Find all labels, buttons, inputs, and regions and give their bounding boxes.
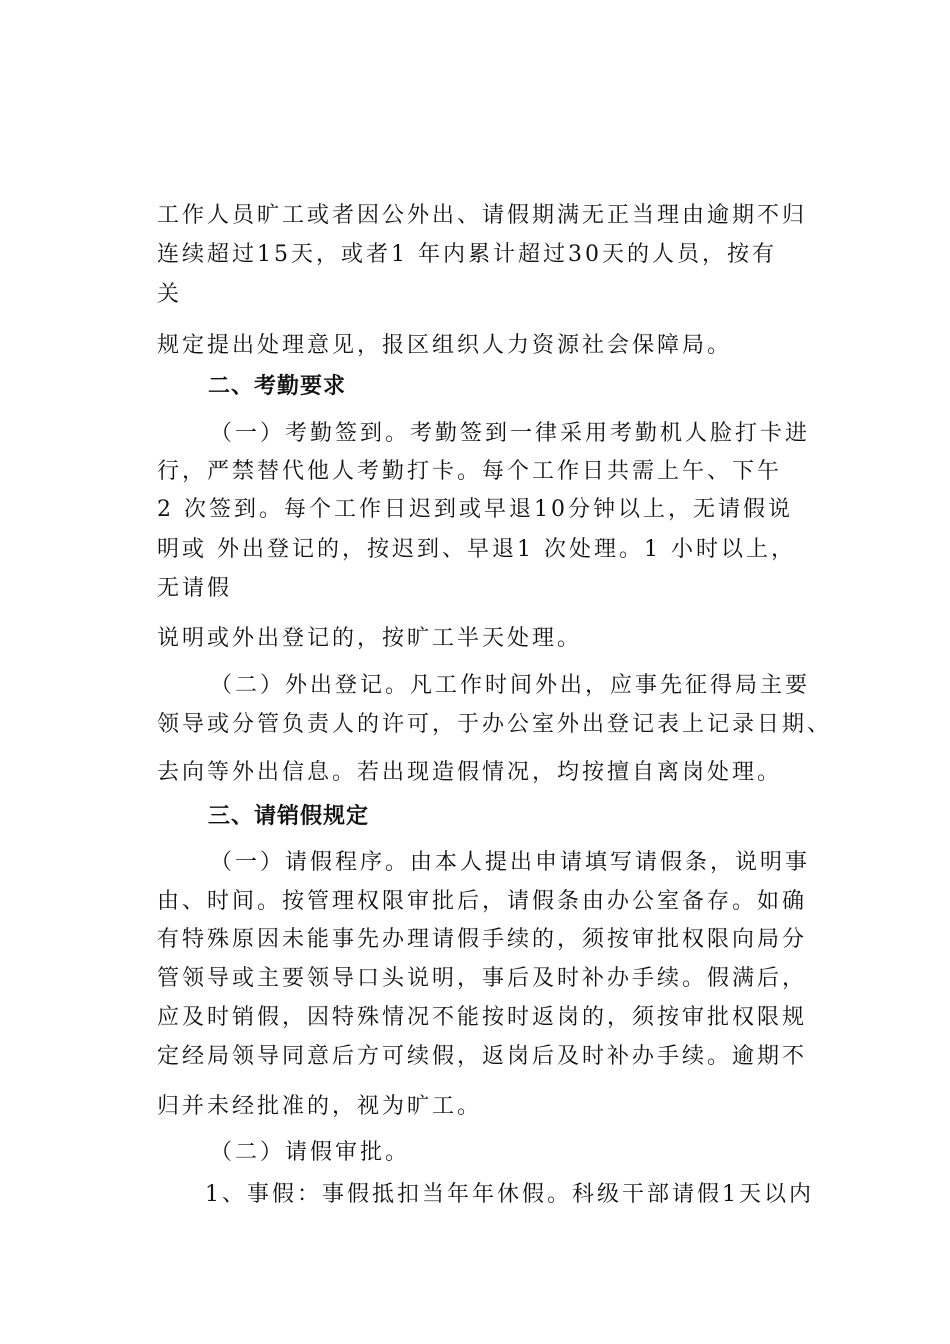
paragraph-line: 行，严禁替代他人考勤打卡。每个工作日共需上午、下午 bbox=[157, 459, 783, 484]
paragraph-line: 规定提出处理意见，报区组织人力资源社会保障局。 bbox=[157, 333, 733, 358]
paragraph-line: 定经局领导同意后方可续假，返岗后及时补办手续。逾期不 bbox=[157, 1044, 808, 1069]
paragraph-line: 2 次签到。每个工作日迟到或早退10分钟以上，无请假说 bbox=[157, 497, 793, 522]
paragraph-line: 明或 外出登记的，按迟到、早退1 次处理。1 小时以上， bbox=[157, 537, 796, 562]
paragraph-line: （一）考勤签到。考勤签到一律采用考勤机人脸打卡进 bbox=[210, 421, 811, 446]
paragraph-line: （二）请假审批。 bbox=[210, 1140, 411, 1165]
paragraph-line: 连续超过15天，或者1 年内累计超过30天的人员，按有 bbox=[157, 242, 777, 267]
paragraph-line: 去向等外出信息。若出现造假情况，均按擅自离岗处理。 bbox=[157, 760, 783, 785]
paragraph-line: 管领导或主要领导口头说明，事后及时补办手续。假满后， bbox=[157, 966, 808, 991]
paragraph-line: 有特殊原因未能事先办理请假手续的，须按审批权限向局分 bbox=[157, 927, 808, 952]
paragraph-line: 说明或外出登记的，按旷工半天处理。 bbox=[157, 626, 583, 651]
paragraph-line: 归并未经批准的，视为旷工。 bbox=[157, 1094, 483, 1119]
paragraph-line: 工作人员旷工或者因公外出、请假期满无正当理由逾期不归 bbox=[157, 203, 808, 228]
paragraph-line: 关 bbox=[157, 282, 183, 307]
paragraph-line: 无请假 bbox=[157, 576, 233, 601]
section-heading-leave-rules: 三、请销假规定 bbox=[208, 804, 370, 829]
paragraph-line: 1、事假：事假抵扣当年年休假。科级干部请假1天以内 bbox=[205, 1182, 814, 1207]
paragraph-line: （一）请假程序。由本人提出申请填写请假条，说明事 bbox=[210, 850, 811, 875]
paragraph-line: 应及时销假，因特殊情况不能按时返岗的，须按审批权限规 bbox=[157, 1005, 808, 1030]
paragraph-line: 领导或分管负责人的许可，于办公室外出登记表上记录日期、 bbox=[157, 712, 833, 737]
paragraph-line: 由、时间。按管理权限审批后，请假条由办公室备存。如确 bbox=[157, 889, 808, 914]
paragraph-line: （二）外出登记。凡工作时间外出，应事先征得局主要 bbox=[210, 673, 811, 698]
section-heading-attendance: 二、考勤要求 bbox=[208, 374, 347, 399]
